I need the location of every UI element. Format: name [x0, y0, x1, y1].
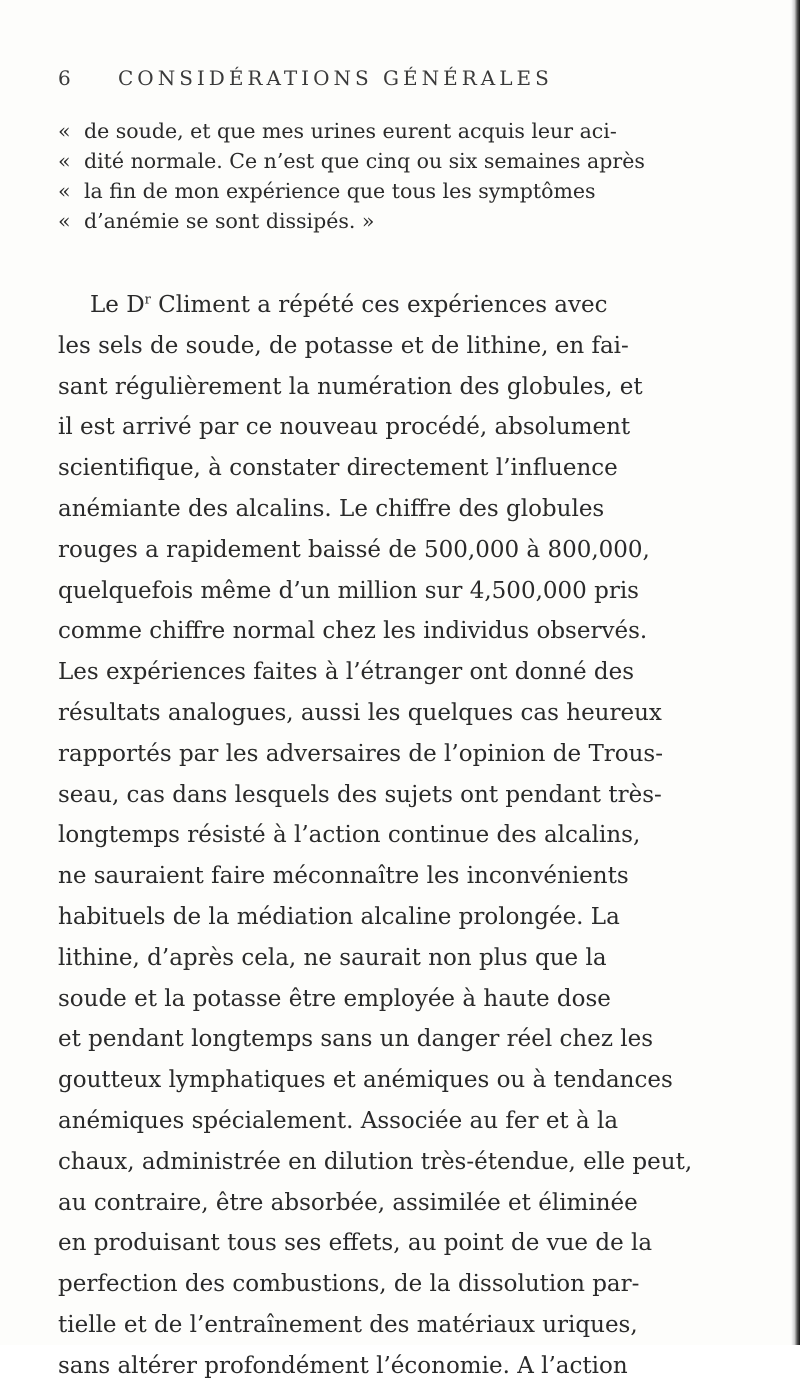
body-paragraph — [58, 285, 788, 1387]
paragraph-line: anémiques spécialement. Associée au fer et à la — [58, 1107, 619, 1134]
quote-text: d’anémie se sont dissipés. » — [84, 209, 375, 233]
paragraph-line: anémiante des alcalins. Le chiffre des globules — [58, 495, 605, 522]
page-header — [58, 66, 778, 98]
paragraph-line: les sels de soude, de potasse et de lithine, en fai- — [58, 332, 629, 359]
paragraph-first-line — [58, 285, 788, 326]
paragraph-line: ne sauraient faire méconnaître les inconvénients — [58, 863, 629, 890]
paragraph-line: sans altérer profondément l’économie. A l’action — [58, 1352, 628, 1379]
quote-line — [58, 206, 778, 236]
paragraph-line: chaux, administrée en dilution très-étendue, elle peut, — [58, 1148, 693, 1175]
quote-text: dité normale. Ce n’est que cinq ou six semaines après — [84, 149, 645, 173]
quote-mark: « — [58, 179, 71, 203]
paragraph-line: tielle et de l’entraînement des matériaux uriques, — [58, 1311, 638, 1338]
paragraph-line: en produisant tous ses effets, au point de vue de la — [58, 1230, 653, 1257]
paragraph-line: habituels de la médiation alcaline prolongée. La — [58, 903, 620, 930]
quote-text: de soude, et que mes urines eurent acquis leur aci- — [84, 119, 617, 143]
paragraph-line: scientifique, à constater directement l’influence — [58, 455, 618, 482]
paragraph-line: résultats analogues, aussi les quelques cas heureux — [58, 699, 662, 726]
paragraph-line: Les expériences faites à l’étranger ont donné des — [58, 659, 635, 686]
paragraph-line: goutteux lymphatiques et anémiques ou à tendances — [58, 1067, 673, 1094]
first-line-prefix: Le D — [90, 292, 145, 318]
quote-mark: « — [58, 149, 71, 173]
quote-line — [58, 146, 778, 176]
paragraph-line: soude et la potasse être employée à haute dose — [58, 985, 611, 1012]
doctor-superscript: r — [144, 292, 151, 308]
quote-line — [58, 176, 778, 206]
paragraph-line: longtemps résisté à l’action continue des alcalins, — [58, 822, 641, 849]
paragraph-line: et pendant longtemps sans un danger réel chez les — [58, 1026, 654, 1053]
quote-mark: « — [58, 209, 71, 233]
running-title: CONSIDÉRATIONS GÉNÉRALES — [118, 66, 553, 90]
page-edge-shadow — [791, 0, 800, 1345]
quote-line — [58, 116, 778, 146]
quote-mark: « — [58, 119, 71, 143]
paragraph-line: lithine, d’après cela, ne saurait non plus que la — [58, 944, 607, 971]
first-line-suffix: Climent a répété ces expériences avec — [150, 292, 608, 318]
paragraph-line: rouges a rapidement baissé de 500,000 à 800,000, — [58, 536, 650, 563]
page-number: 6 — [58, 66, 75, 90]
paragraph-line: seau, cas dans lesquels des sujets ont pendant très- — [58, 781, 662, 808]
quotation-block — [58, 116, 778, 236]
paragraph-line: sant régulièrement la numération des globules, et — [58, 373, 643, 400]
paragraph-line: comme chiffre normal chez les individus observés. — [58, 618, 648, 645]
quote-text: la fin de mon expérience que tous les symptômes — [84, 179, 596, 203]
paragraph-line: rapportés par les adversaires de l’opinion de Trous- — [58, 740, 664, 767]
paragraph-line: quelquefois même d’un million sur 4,500,000 pris — [58, 577, 639, 604]
paragraph-line: perfection des combustions, de la dissolution par- — [58, 1271, 640, 1298]
paragraph-line: au contraire, être absorbée, assimilée et éliminée — [58, 1189, 638, 1216]
paragraph-line: il est arrivé par ce nouveau procédé, absolument — [58, 414, 631, 441]
